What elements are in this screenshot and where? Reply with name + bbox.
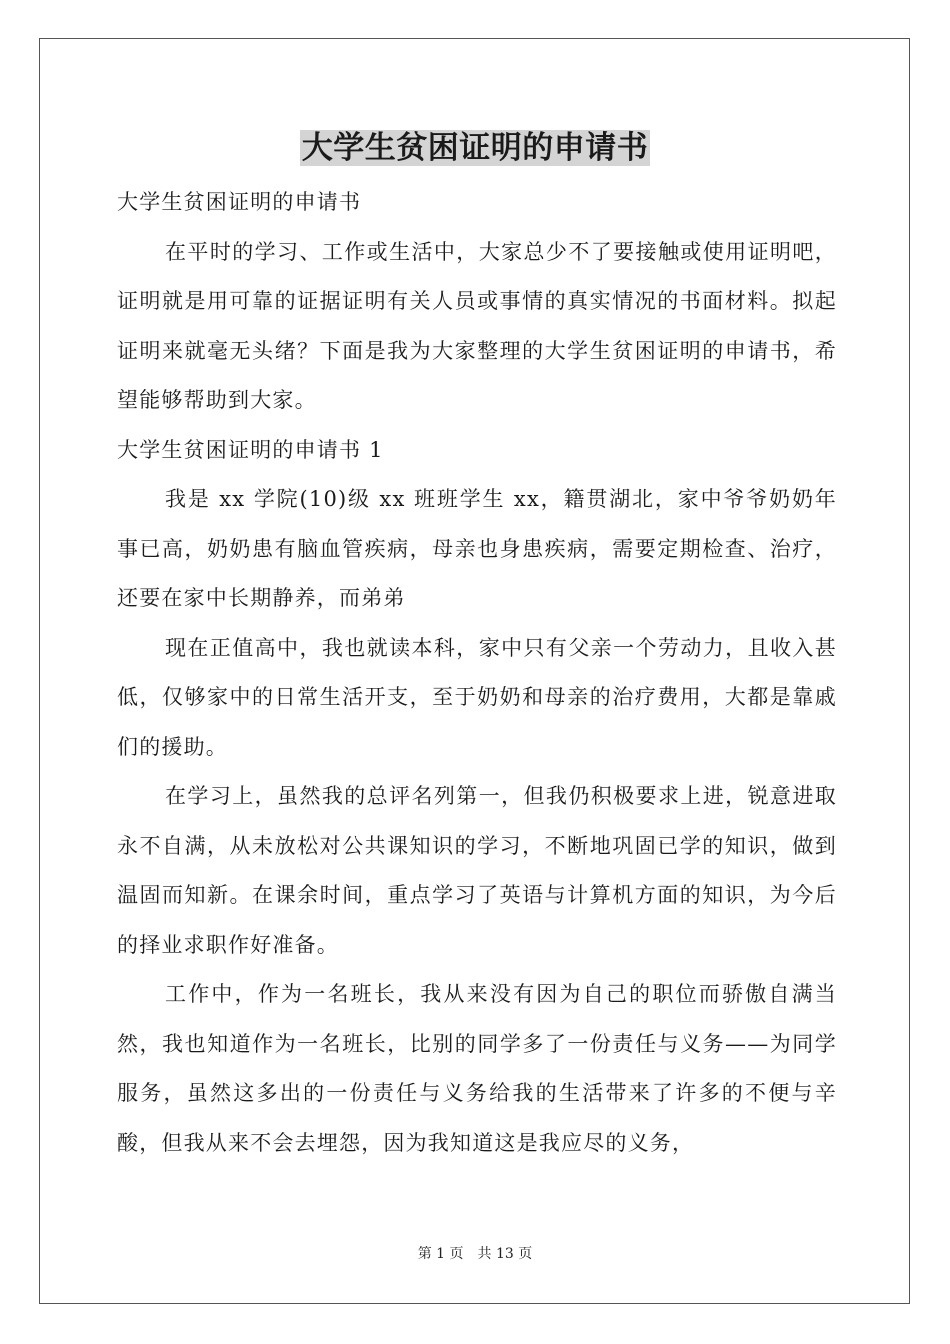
body-paragraph: 在学习上，虽然我的总评名列第一，但我仍积极要求上进，锐意进取永不自满，从未放松对公共课知识的学习，不断地巩固已学的知识，做到温固而知新。在课余时间，重点学习了英语与计算机方面的知识，为今后的择业求职作好准备。	[117, 784, 837, 957]
intro-paragraph: 在平时的学习、工作或生活中，大家总少不了要接触或使用证明吧，证明就是用可靠的证据证明有关人员或事情的真实情况的书面材料。拟起证明来就毫无头绪？下面是我为大家整理的大学生贫困证明的申请书，希望能够帮助到大家。	[117, 239, 837, 412]
document-body	[117, 178, 837, 1168]
document-title-text: 大学生贫困证明的申请书	[301, 130, 649, 166]
page-number: 第 1 页	[417, 1246, 464, 1262]
body-paragraph: 工作中，作为一名班长，我从来没有因为自己的职位而骄傲自满当然，我也知道作为一名班长，比别的同学多了一份责任与义务——为同学服务，虽然这多出的一份责任与义务给我的生活带来了许多的不便与辛酸，但我从来不会去埋怨，因为我知道这是我应尽的义务，	[117, 982, 837, 1155]
document-title	[0, 126, 950, 170]
document-subtitle: 大学生贫困证明的申请书	[117, 190, 362, 214]
body-paragraph: 我是 xx 学院(10)级 xx 班班学生 xx，籍贯湖北，家中爷爷奶奶年事已高，奶奶患有脑血管疾病，母亲也身患疾病，需要定期检查、治疗，还要在家中长期静养，而弟弟	[117, 487, 837, 610]
body-paragraph: 现在正值高中，我也就读本科，家中只有父亲一个劳动力，且收入甚低，仅够家中的日常生活开支，至于奶奶和母亲的治疗费用，大都是靠戚们的援助。	[117, 635, 837, 759]
page-footer	[0, 1244, 950, 1264]
total-pages: 共 13 页	[477, 1246, 533, 1262]
section-heading: 大学生贫困证明的申请书 1	[117, 437, 384, 462]
